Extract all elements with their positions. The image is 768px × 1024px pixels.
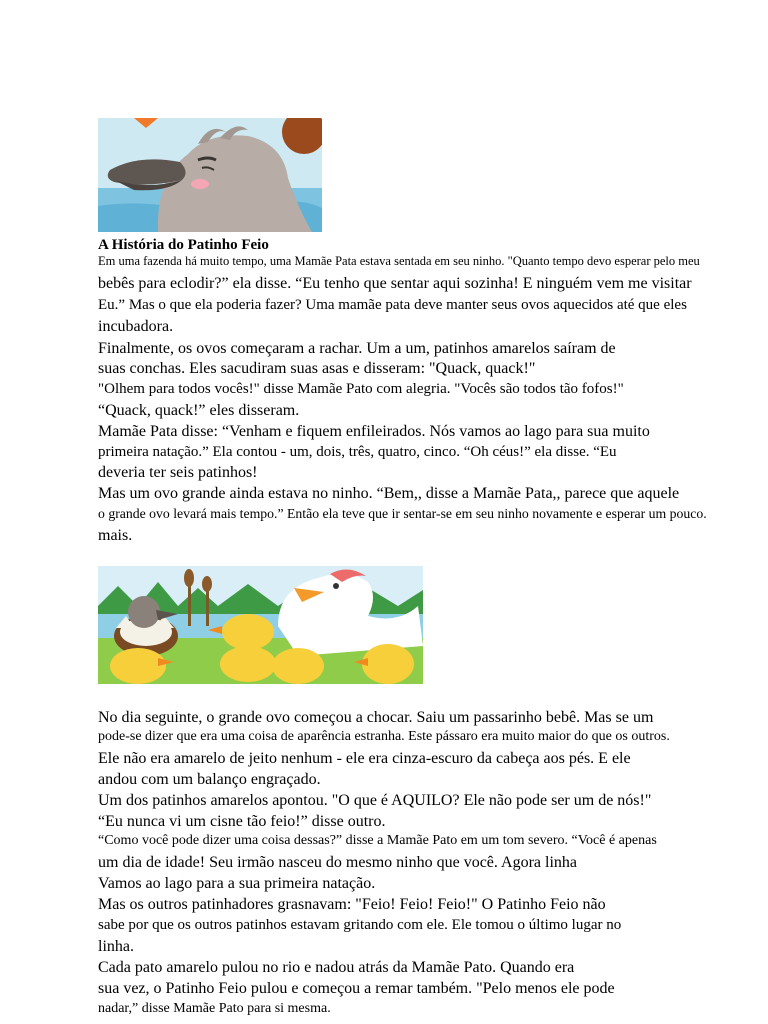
paragraph-line: um dia de idade! Seu irmão nasceu do mesmo ninho que você. Agora linha <box>98 854 577 871</box>
paragraph-line: suas conchas. Eles sacudiram suas asas e disseram: "Quack, quack!" <box>98 360 536 377</box>
paragraph-line: “Quack, quack!” eles disseram. <box>98 402 300 419</box>
paragraph-line: sabe por que os outros patinhos estavam gritando com ele. Ele tomou o último lugar no <box>98 917 622 933</box>
paragraph-line: nadar,” disse Mamãe Pato para si mesma. <box>98 1001 331 1016</box>
paragraph-line: incubadora. <box>98 318 174 335</box>
paragraph-line: Vamos ao lago para a sua primeira natação. <box>98 875 376 892</box>
paragraph-line: Em uma fazenda há muito tempo, uma Mamãe Pata estava sentada em seu ninho. "Quanto tempo devo esperar pelo meu <box>98 254 700 268</box>
paragraph-line: deveria ter seis patinhos! <box>98 464 258 481</box>
paragraph-line: bebês para eclodir?” ela disse. “Eu tenho que sentar aqui sozinha! E ninguém vem me visitar <box>98 275 692 292</box>
story-title: A História do Patinho Feio <box>98 237 269 253</box>
paragraph-line: Mamãe Pata disse: “Venham e fiquem enfileirados. Nós vamos ao lago para sua muito <box>98 423 650 440</box>
paragraph-line: Eu.” Mas o que ela poderia fazer? Uma mamãe pata deve manter seus ovos aquecidos até que eles <box>98 297 687 313</box>
duck-family-illustration <box>98 566 423 684</box>
paragraph-line: sua vez, o Patinho Feio pulou e começou a remar também. "Pelo menos ele pode <box>98 980 615 997</box>
paragraph-line: Ele não era amarelo de jeito nenhum - ele era cinza-escuro da cabeça aos pés. E ele <box>98 750 631 767</box>
paragraph-line: andou com um balanço engraçado. <box>98 771 321 788</box>
paragraph-line: Mas um ovo grande ainda estava no ninho. “Bem,, disse a Mamãe Pata,, parece que aquele <box>98 485 680 502</box>
paragraph-line: "Olhem para todos vocês!" disse Mamãe Pato com alegria. "Vocês são todos tão fofos!" <box>98 381 624 397</box>
ugly-duckling-drawing <box>98 118 322 232</box>
paragraph-line: Um dos patinhos amarelos apontou. "O que é AQUILO? Ele não pode ser um de nós!" <box>98 792 652 809</box>
paragraph-line: o grande ovo levará mais tempo.” Então ela teve que ir sentar-se em seu ninho novamente e esperar um pouco. <box>98 506 707 521</box>
paragraph-line: Cada pato amarelo pulou no rio e nadou atrás da Mamãe Pato. Quando era <box>98 959 575 976</box>
paragraph-line: primeira natação.” Ela contou - um, dois, três, quatro, cinco. “Oh céus!” ela disse. “Eu <box>98 444 617 460</box>
paragraph-line: mais. <box>98 527 133 544</box>
paragraph-line: No dia seguinte, o grande ovo começou a chocar. Saiu um passarinho bebê. Mas se um <box>98 709 654 726</box>
ugly-duckling-illustration <box>98 118 322 232</box>
paragraph-line: pode-se dizer que era uma coisa de aparência estranha. Este pássaro era muito maior do que os outros. <box>98 729 670 744</box>
paragraph-line: Finalmente, os ovos começaram a rachar. Um a um, patinhos amarelos saíram de <box>98 340 616 357</box>
paragraph-line: “Eu nunca vi um cisne tão feio!” disse outro. <box>98 813 386 830</box>
duck-family-drawing <box>98 566 423 684</box>
paragraph-line: “Como você pode dizer uma coisa dessas?” disse a Mamãe Pato em um tom severo. “Você é apenas <box>98 833 657 848</box>
paragraph-line: Mas os outros patinhadores grasnavam: "Feio! Feio! Feio!" O Patinho Feio não <box>98 896 606 913</box>
paragraph-line: linha. <box>98 938 134 955</box>
